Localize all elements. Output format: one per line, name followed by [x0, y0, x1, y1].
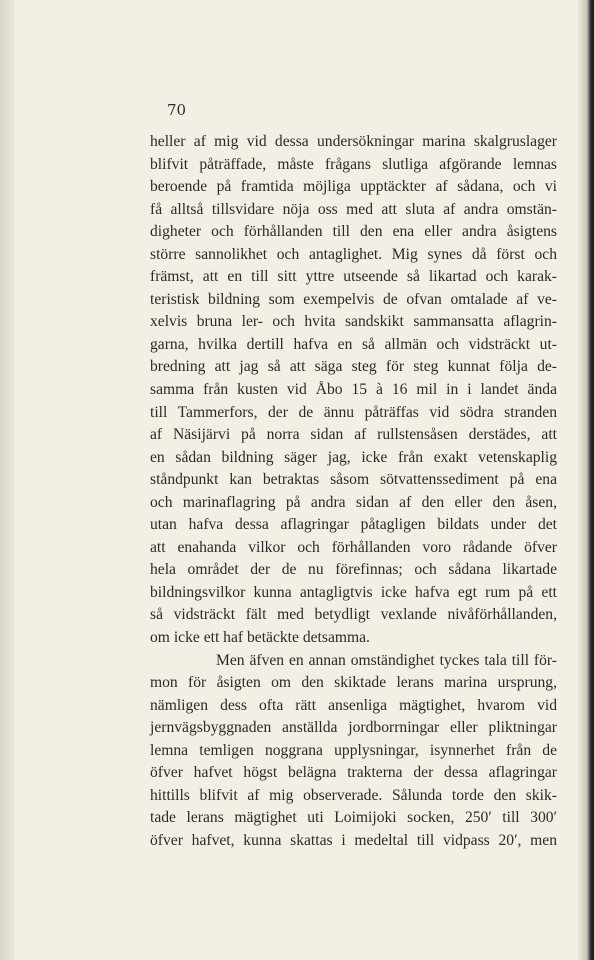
text-line: heller af mig vid dessa undersökningar marina skalgruslager: [150, 133, 557, 150]
text-line: en sådan bildning säger jag, icke från exakt vetenskaplig: [150, 448, 557, 466]
text-line: garna, hvilka dertill hafva en så allmän och vidsträckt ut-: [150, 335, 557, 353]
text-line: jernvägsbyggnaden anställda jordborrningar eller pliktningar: [150, 719, 557, 737]
text-line: till Tammerfors, der de ännu påträffas vid södra stranden: [150, 403, 557, 421]
text-line: att enahanda vilkor och förhållanden voro rådande öfver: [150, 538, 557, 556]
text-line: så vidsträckt fält med betydligt vexlande nivåförhållanden,: [150, 606, 557, 624]
text-line: tade lerans mägtighet uti Loimijoki socken, 250′ till 300′: [150, 809, 557, 827]
body-text: [150, 131, 557, 853]
text-line: lemna temligen noggrana upplysningar, isynnerhet från de: [150, 741, 557, 759]
text-line: hela området der de nu förefinnas; och sådana likartade: [150, 561, 557, 579]
text-line: öfver hafvet högst belägna trakterna der dessa aflagringar: [150, 764, 557, 782]
text-line: nämligen dess ofta rätt ansenliga mägtighet, hvarom vid: [150, 696, 557, 714]
text-line: utan hafva dessa aflagringar påtagligen bildats under det: [150, 516, 557, 534]
text-line: hittills blifvit af mig observerade. Sålunda torde den skik-: [150, 786, 557, 804]
text-line: få alltså tillsvidare nöja oss med att sluta af andra omstän-: [150, 200, 557, 218]
text-line: af Näsijärvi på norra sidan af rullstensåsen derstädes, att: [150, 426, 557, 444]
text-line: mon för åsigten om den skiktade lerans marina ursprung,: [150, 674, 557, 692]
text-line: främst, att en till sitt yttre utseende så likartad och karak-: [150, 268, 557, 286]
text-line: xelvis bruna ler- och hvita sandskikt sammansatta aflagrin-: [150, 313, 557, 331]
text-line: större sannolikhet och antaglighet. Mig synes då först och: [150, 245, 557, 263]
text-line: teristisk bildning som exempelvis de ofvan omtalade af ve-: [150, 290, 557, 308]
text-line: blifvit påträffade, måste frågans slutliga afgörande lemnas: [150, 155, 557, 173]
text-line: digheter och förhållanden till den ena eller andra åsigtens: [150, 223, 557, 241]
text-line: och marinaflagring på andra sidan af den eller den åsen,: [150, 493, 557, 511]
text-line: Men äfven en annan omständighet tyckes tala till för-: [216, 651, 557, 669]
text-line: beroende på framtida möjliga upptäckter af sådana, och vi: [150, 178, 557, 196]
text-line: samma från kusten vid Åbo 15 à 16 mil in i landet ända: [150, 381, 557, 399]
text-line: bredning att jag så att säga steg för steg kunnat följa de-: [150, 358, 557, 376]
text-line: om icke ett haf betäckte detsamma.: [150, 629, 370, 647]
text-line: öfver hafvet, kunna skattas i medeltal till vidpass 20′, men: [150, 831, 557, 849]
text-line: bildningsvilkor kunna antagligtvis icke hafva egt rum på ett: [150, 583, 557, 601]
page-number: 70: [167, 101, 187, 119]
text-line: ståndpunkt kan betraktas såsom sötvattenssediment på ena: [150, 471, 557, 489]
